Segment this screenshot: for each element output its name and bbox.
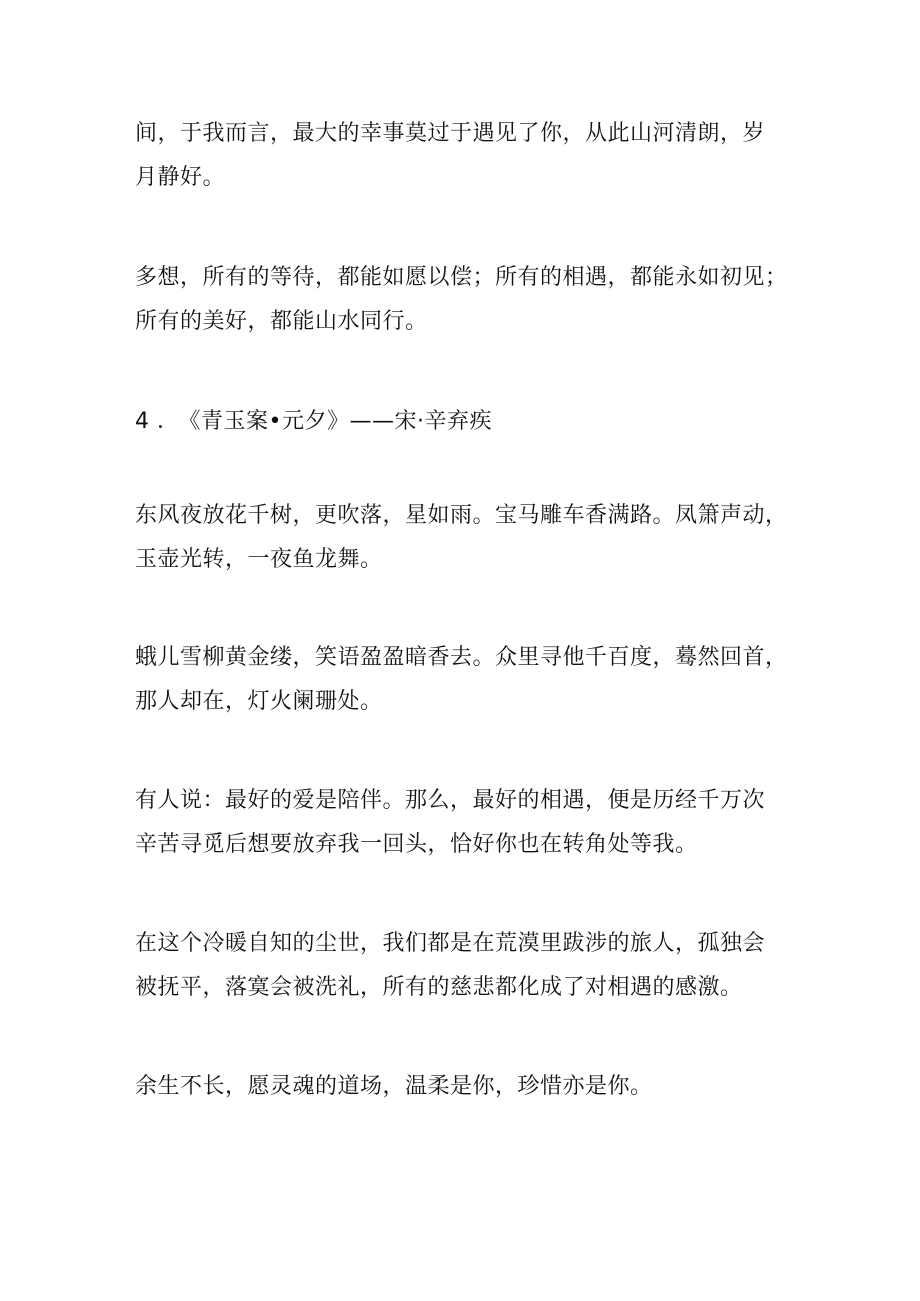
paragraph-3 bbox=[135, 494, 815, 582]
paragraph-5 bbox=[135, 779, 815, 867]
section-heading-number: 4 ． bbox=[135, 409, 180, 434]
paragraph-6-line-2: 被抚平，落寞会被洗礼，所有的慈悲都化成了对相遇的感激。 bbox=[135, 975, 743, 1000]
section-heading bbox=[135, 400, 492, 444]
paragraph-6 bbox=[135, 922, 815, 1010]
section-heading-title: 《青玉案•元夕》——宋·辛弃疾 bbox=[189, 409, 492, 434]
paragraph-7 bbox=[135, 1065, 815, 1109]
paragraph-4 bbox=[135, 636, 815, 724]
paragraph-1-line-1: 间，于我而言，最大的幸事莫过于遇见了你，从此山河清朗，岁 bbox=[135, 121, 766, 146]
paragraph-7-line-1: 余生不长，愿灵魂的道场，温柔是你，珍惜亦是你。 bbox=[135, 1074, 653, 1099]
paragraph-2 bbox=[135, 256, 815, 344]
paragraph-3-line-1: 东风夜放花千树，更吹落，星如雨。宝马雕车香满路。凤箫声动， bbox=[135, 503, 788, 528]
paragraph-6-line-1: 在这个冷暖自知的尘世，我们都是在荒漠里跋涉的旅人，孤独会 bbox=[135, 931, 766, 956]
paragraph-1-line-2: 月静好。 bbox=[135, 165, 226, 190]
paragraph-1 bbox=[135, 112, 815, 200]
paragraph-4-line-2: 那人却在，灯火阑珊处。 bbox=[135, 689, 383, 714]
paragraph-2-line-1: 多想，所有的等待，都能如愿以偿；所有的相遇，都能永如初见； bbox=[135, 265, 788, 290]
paragraph-5-line-2: 辛苦寻觅后想要放弃我一回头，恰好你也在转角处等我。 bbox=[135, 832, 698, 857]
paragraph-2-line-2: 所有的美好，都能山水同行。 bbox=[135, 309, 428, 334]
paragraph-5-line-1: 有人说：最好的爱是陪伴。那么，最好的相遇，便是历经千万次 bbox=[135, 788, 766, 813]
paragraph-3-line-2: 玉壶光转，一夜鱼龙舞。 bbox=[135, 547, 383, 572]
paragraph-4-line-1: 蛾儿雪柳黄金缕，笑语盈盈暗香去。众里寻他千百度，蓦然回首， bbox=[135, 645, 788, 670]
